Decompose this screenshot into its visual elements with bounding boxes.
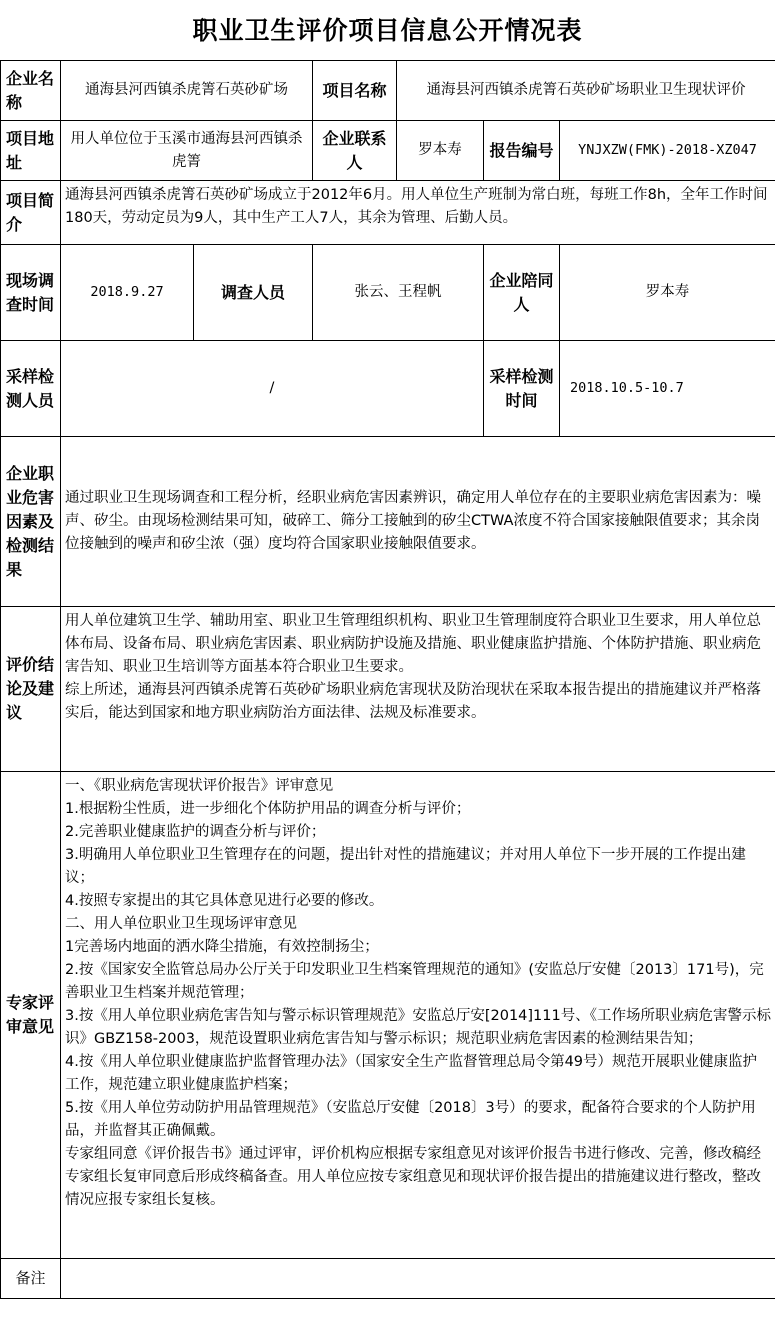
value-expert-opinion: [61, 772, 775, 1259]
row-sampling: [1, 341, 775, 437]
expert-line: 2.按《国家安全监管总局办公厅关于印发职业卫生档案管理规范的通知》(安监总厅安健〔2013〕171号)，完善职业卫生档案并规范管理；: [65, 962, 764, 1001]
row-company: [1, 61, 775, 121]
conclusion-summary: 综上所述，通海县河西镇杀虎箐石英砂矿场职业病危害现状及防治现状在采取本报告提出的措施建议并严格落实后，能达到国家和地方职业病防治方面法律、法规及标准要求。: [65, 682, 761, 721]
label-company-contact: 企业联系人: [313, 121, 397, 181]
label-company-companion: 企业陪同人: [484, 245, 560, 341]
label-sampling-time: 采样检测时间: [484, 341, 560, 437]
value-survey-time: 2018.9.27: [61, 245, 194, 341]
label-project-name: 项目名称: [313, 61, 397, 121]
expert-line: 4.按《用人单位职业健康监护监督管理办法》（国家安全生产监督管理总局令第49号）规范开展职业健康监护工作，规范建立职业健康监护档案；: [65, 1054, 758, 1093]
row-address: [1, 121, 775, 181]
row-remarks: [1, 1259, 775, 1299]
expert-line: 专家组同意《评价报告书》通过评审，评价机构应根据专家组意见对该评价报告书进行修改、完善，修改稿经专家组长复审同意后形成终稿备查。用人单位应按专家组意见和现状评价报告提出的措施建议进行整改，整改情况应报专家组长复核。: [65, 1146, 761, 1208]
label-expert-opinion: 专家评审意见: [1, 772, 61, 1259]
expert-line: 5.按《用人单位劳动防护用品管理规范》（安监总厅安健〔2018〕3号）的要求，配备符合要求的个人防护用品，并监督其正确佩戴。: [65, 1100, 756, 1139]
value-project-name: 通海县河西镇杀虎箐石英砂矿场职业卫生现状评价: [397, 61, 775, 121]
value-sampling-staff: /: [61, 341, 484, 437]
value-remarks: [61, 1259, 775, 1299]
value-hazard-results: 通过职业卫生现场调查和工程分析，经职业病危害因素辨识，确定用人单位存在的主要职业病危害因素为：噪声、矽尘。由现场检测结果可知，破碎工、筛分工接触到的矽尘CTWA浓度不符合国家接触限值要求；其余岗位接触到的噪声和矽尘浓（强）度均符合国家职业接触限值要求。: [61, 437, 775, 607]
label-hazard-results: 企业职业危害因素及检测结果: [1, 437, 61, 607]
row-conclusion: [1, 607, 775, 772]
page-title: 职业卫生评价项目信息公开情况表: [192, 16, 583, 45]
expert-line: 3.明确用人单位职业卫生管理存在的问题，提出针对性的措施建议；并对用人单位下一步开展的工作提出建议；: [65, 847, 746, 886]
label-company-name: 企业名称: [1, 61, 61, 121]
label-survey-time: 现场调查时间: [1, 245, 61, 341]
label-project-intro: 项目简介: [1, 181, 61, 245]
label-report-no: 报告编号: [484, 121, 560, 181]
row-hazard: [1, 437, 775, 607]
row-survey: [1, 245, 775, 341]
value-surveyors: 张云、王程帆: [313, 245, 484, 341]
expert-line: 1完善场内地面的洒水降尘措施，有效控制扬尘；: [65, 939, 379, 955]
expert-line: 3.按《用人单位职业病危害告知与警示标识管理规范》安监总厅安[2014]111号、《工作场所职业病危害警示标识》GBZ158-2003，规范设置职业病危害告知与警示标识；规范职业病危害因素的检测结果告知；: [65, 1008, 771, 1047]
value-company-contact: 罗本寿: [397, 121, 484, 181]
label-sampling-staff: 采样检测人员: [1, 341, 61, 437]
row-intro: [1, 181, 775, 245]
expert-line: 2.完善职业健康监护的调查分析与评价；: [65, 824, 326, 840]
conclusion-paragraph: 用人单位建筑卫生学、辅助用室、职业卫生管理组织机构、职业卫生管理制度符合职业卫生要求，用人单位总体布局、设备布局、职业病危害因素、职业病防护设施及措施、职业健康监护措施、个体防护措施、职业病危害告知、职业卫生培训等方面基本符合职业卫生要求。: [65, 613, 761, 675]
expert-line: 一、《职业病危害现状评价报告》评审意见: [65, 778, 334, 794]
value-company-companion: 罗本寿: [560, 245, 775, 341]
row-expert: [1, 772, 775, 1259]
info-table: [0, 60, 775, 1299]
expert-line: 4.按照专家提出的其它具体意见进行必要的修改。: [65, 893, 384, 909]
value-company-name: 通海县河西镇杀虎箐石英砂矿场: [61, 61, 313, 121]
expert-line: 1.根据粉尘性质，进一步细化个体防护用品的调查分析与评价；: [65, 801, 471, 817]
value-project-intro: 通海县河西镇杀虎箐石英砂矿场成立于2012年6月。用人单位生产班制为常白班，每班工作8h，全年工作时间180天，劳动定员为9人，其中生产工人7人，其余为管理、后勤人员。: [61, 181, 775, 245]
label-project-address: 项目地址: [1, 121, 61, 181]
value-conclusion: [61, 607, 775, 772]
expert-line: 二、用人单位职业卫生现场评审意见: [65, 916, 297, 932]
value-report-no: YNJXZW(FMK)-2018-XZ047: [560, 121, 775, 181]
label-remarks: 备注: [1, 1259, 61, 1299]
label-conclusion: 评价结论及建议: [1, 607, 61, 772]
value-sampling-time: 2018.10.5-10.7: [560, 341, 775, 437]
value-project-address: 用人单位位于玉溪市通海县河西镇杀虎箐: [61, 121, 313, 181]
label-surveyors: 调查人员: [194, 245, 313, 341]
